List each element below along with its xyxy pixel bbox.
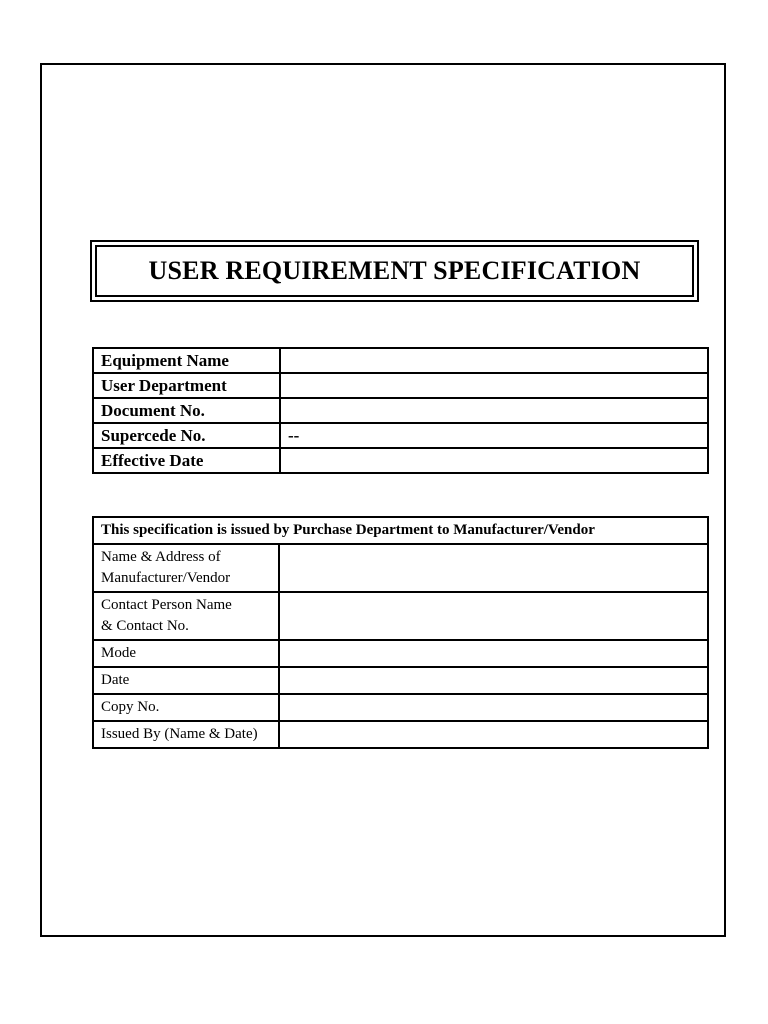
copy-no-label: Copy No.: [93, 694, 279, 721]
contact-person-label: [93, 592, 279, 640]
name-address-label: [93, 544, 279, 592]
vendor-table-header: This specification is issued by Purchase Department to Manufacturer/Vendor: [93, 517, 708, 544]
supercede-no-label: Supercede No.: [93, 423, 280, 448]
table-row: [93, 348, 708, 373]
name-address-value[interactable]: [279, 544, 708, 592]
table-row: [93, 694, 708, 721]
document-title: USER REQUIREMENT SPECIFICATION: [95, 245, 694, 297]
effective-date-value[interactable]: [280, 448, 708, 473]
issued-by-value[interactable]: [279, 721, 708, 748]
user-department-label: User Department: [93, 373, 280, 398]
page-border: [40, 63, 726, 937]
table-row: [93, 448, 708, 473]
table-row: [93, 592, 708, 640]
date-value[interactable]: [279, 667, 708, 694]
equipment-name-label: Equipment Name: [93, 348, 280, 373]
table-row: [93, 423, 708, 448]
mode-value[interactable]: [279, 640, 708, 667]
title-box: [90, 240, 699, 302]
table-header-row: [93, 517, 708, 544]
table-row: [93, 721, 708, 748]
supercede-no-value[interactable]: --: [280, 423, 708, 448]
table-row: [93, 373, 708, 398]
date-label: Date: [93, 667, 279, 694]
name-address-label-line1: Name & Address of: [101, 549, 221, 565]
table-row: [93, 640, 708, 667]
mode-label: Mode: [93, 640, 279, 667]
effective-date-label: Effective Date: [93, 448, 280, 473]
document-no-label: Document No.: [93, 398, 280, 423]
copy-no-value[interactable]: [279, 694, 708, 721]
vendor-issue-table: [92, 516, 709, 749]
table-row: [93, 544, 708, 592]
user-department-value[interactable]: [280, 373, 708, 398]
name-address-label-line2: Manufacturer/Vendor: [101, 570, 231, 586]
issued-by-label: Issued By (Name & Date): [93, 721, 279, 748]
contact-person-label-line1: Contact Person Name: [101, 597, 232, 613]
document-info-table: [92, 347, 709, 474]
equipment-name-value[interactable]: [280, 348, 708, 373]
table-row: [93, 398, 708, 423]
table-row: [93, 667, 708, 694]
contact-person-value[interactable]: [279, 592, 708, 640]
contact-person-label-line2: & Contact No.: [101, 618, 189, 634]
document-no-value[interactable]: [280, 398, 708, 423]
